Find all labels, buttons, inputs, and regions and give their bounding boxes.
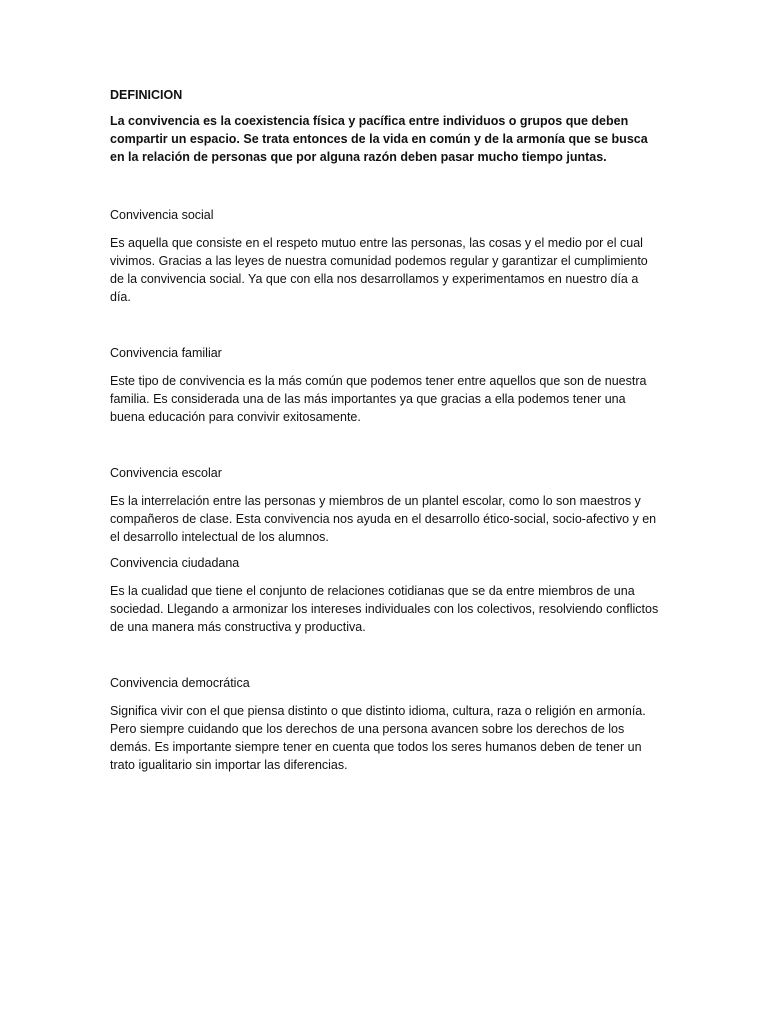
section-title: Convivencia escolar <box>110 466 222 480</box>
section-body: Significa vivir con el que piensa distinto o que distinto idioma, cultura, raza o religión en armonía. Pero siempre cuidando que los derechos de una persona avancen sobre los derechos de los demás. Es importante siempre tener en cuenta que todos los seres humanos deben de tener un trato igualitario sin importar las diferencias. <box>110 704 646 772</box>
section-body: Es la cualidad que tiene el conjunto de relaciones cotidianas que se da entre miembros de una sociedad. Llegando a armonizar los intereses individuales con los colectivos, resolviendo conflictos de una manera más constructiva y productiva. <box>110 584 659 634</box>
definition-paragraph: La convivencia es la coexistencia física y pacífica entre individuos o grupos que deben compartir un espacio. Se trata entonces de la vida en común y de la armonía que se busca en la relación de personas que por alguna razón deben pasar mucho tiempo juntas. <box>110 114 648 164</box>
section-body: Es la interrelación entre las personas y miembros de un plantel escolar, como lo son maestros y compañeros de clase. Esta convivencia nos ayuda en el desarrollo ético-social, socio-afectivo y en el desarrollo intelectual de los alumnos. <box>110 494 657 544</box>
section-convivencia-escolar <box>110 464 662 546</box>
section-title: Convivencia democrática <box>110 676 250 690</box>
document-heading: DEFINICION <box>110 88 183 102</box>
section-title: Convivencia social <box>110 208 214 222</box>
section-convivencia-democratica <box>110 674 662 774</box>
section-body: Este tipo de convivencia es la más común que podemos tener entre aquellos que son de nuestra familia. Es considerada una de las más importantes ya que gracias a ella podemos tener una buena educación para convivir exitosamente. <box>110 374 647 424</box>
section-convivencia-familiar <box>110 344 662 426</box>
section-convivencia-ciudadana <box>110 554 662 636</box>
section-body: Es aquella que consiste en el respeto mutuo entre las personas, las cosas y el medio por el cual vivimos. Gracias a las leyes de nuestra comunidad podemos regular y garantizar el cumplimiento de la convivencia social. Ya que con ella nos desarrollamos y experimentamos en nuestro día a día. <box>110 236 648 304</box>
section-title: Convivencia ciudadana <box>110 556 240 570</box>
section-convivencia-social <box>110 206 662 306</box>
section-title: Convivencia familiar <box>110 346 222 360</box>
document-content <box>110 86 662 774</box>
